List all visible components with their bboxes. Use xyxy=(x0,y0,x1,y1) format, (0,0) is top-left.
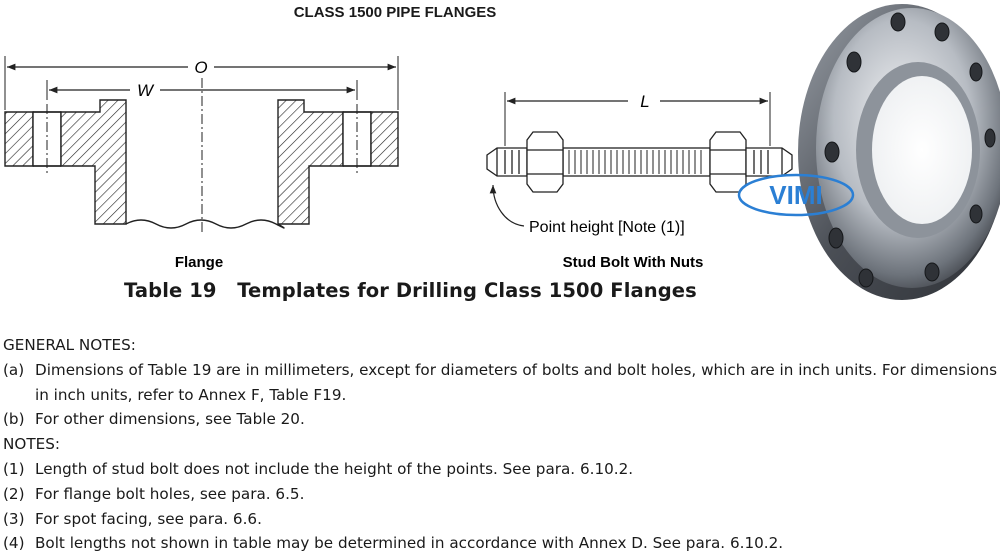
note-item xyxy=(3,457,998,482)
note-item xyxy=(3,482,998,507)
stud-bolt-caption: Stud Bolt With Nuts xyxy=(562,254,704,271)
watermark-logo xyxy=(736,172,856,218)
notes-heading: NOTES: xyxy=(3,435,60,454)
note-text: For spot facing, see para. 6.6. xyxy=(35,509,262,528)
note-marker: (1) xyxy=(3,459,25,478)
general-note-item xyxy=(3,358,998,408)
note-marker: (a) xyxy=(3,360,25,379)
page-heading: CLASS 1500 PIPE FLANGES xyxy=(293,4,497,21)
flange-photo xyxy=(780,0,1000,300)
flange-caption: Flange xyxy=(174,254,224,271)
table-title: Table 19 Templates for Drilling Class 1500 Flanges xyxy=(124,279,697,302)
general-note-item xyxy=(3,407,998,432)
note-item xyxy=(3,531,998,556)
note-text: For other dimensions, see Table 20. xyxy=(35,410,305,429)
note-text: Dimensions of Table 19 are in millimeters, except for diameters of bolts and bolt holes, which are in inch units. For dimensions in inch units, refer to Annex F, Table F19. xyxy=(35,360,998,404)
note-marker: (3) xyxy=(3,509,25,528)
dimension-w-label: W xyxy=(136,81,154,100)
point-height-label: Point height [Note (1)] xyxy=(529,219,685,236)
general-notes-heading: GENERAL NOTES: xyxy=(3,336,136,354)
notes-section xyxy=(3,333,998,556)
note-text: Bolt lengths not shown in table may be determined in accordance with Annex D. See para. 6.10.2. xyxy=(35,534,784,553)
note-text: For flange bolt holes, see para. 6.5. xyxy=(35,484,305,503)
note-item xyxy=(3,507,998,532)
note-marker: (2) xyxy=(3,484,25,503)
technical-drawing xyxy=(0,0,800,280)
dimension-o-label: O xyxy=(194,58,208,77)
dimension-l-label: L xyxy=(640,92,650,111)
note-marker: (b) xyxy=(3,410,25,429)
watermark-text: VIMI xyxy=(769,180,823,210)
note-marker: (4) xyxy=(3,534,25,553)
note-text: Length of stud bolt does not include the height of the points. See para. 6.10.2. xyxy=(35,459,634,478)
